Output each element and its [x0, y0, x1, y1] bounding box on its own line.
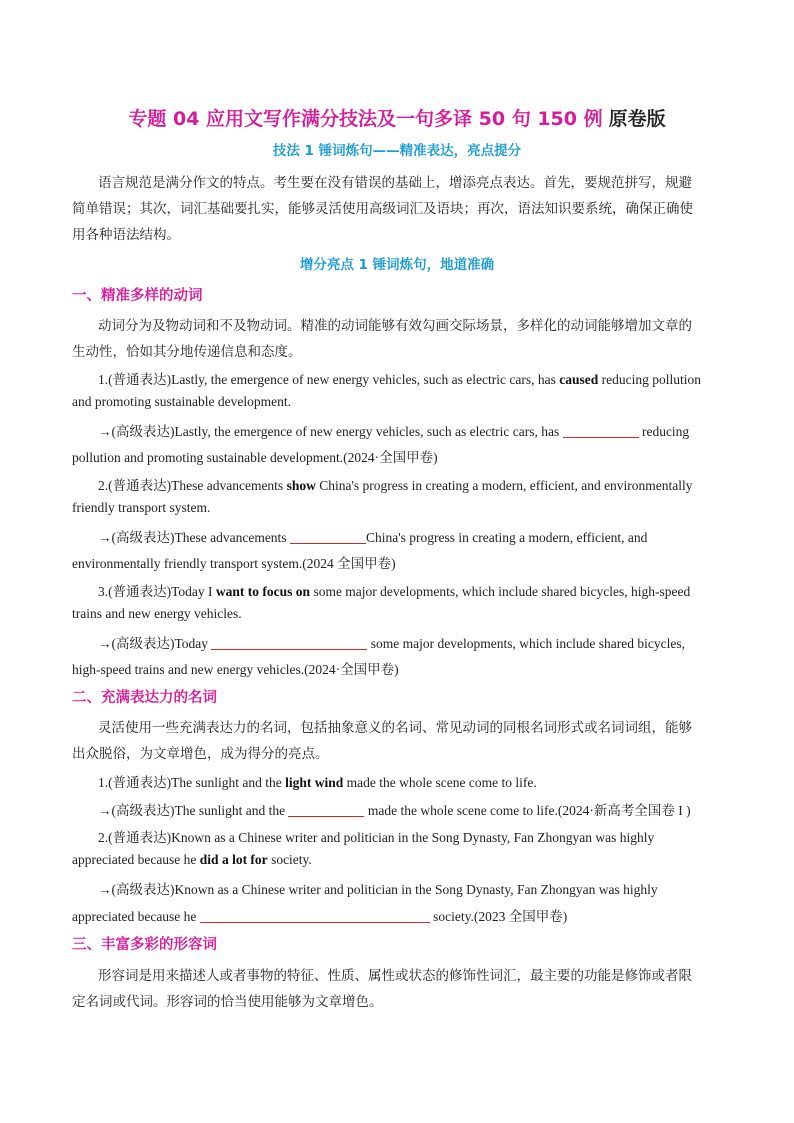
- section-heading-adjectives: 三、丰富多彩的形容词: [72, 937, 217, 953]
- example-advanced: high-speed trains and new energy vehicles.(2024·全国甲卷): [72, 662, 399, 677]
- answer-blank[interactable]: [290, 530, 366, 544]
- section-desc: 出众脱俗，为文章增色，成为得分的亮点。: [72, 746, 329, 762]
- section-desc: 定名词或代词。形容词的恰当使用能够为文章增色。: [72, 994, 383, 1010]
- section-heading-verbs: 一、精准多样的动词: [72, 288, 203, 304]
- example-plain: trains and new energy vehicles.: [72, 606, 242, 621]
- section-desc: 形容词是用来描述人或者事物的特征、性质、属性或状态的修饰性词汇，最主要的功能是修饰或者限: [98, 968, 692, 984]
- example-advanced: →(高级表达)The sunlight and the made the whole scene come to life.(2024·新高考全国卷 I ): [98, 803, 691, 818]
- answer-blank[interactable]: [211, 636, 367, 650]
- example-plain: and promoting sustainable development.: [72, 394, 291, 409]
- example-plain: 1.(普通表达)Lastly, the emergence of new energy vehicles, such as electric cars, has caused reducing pollution: [98, 372, 701, 387]
- title-tag: 原卷版: [608, 108, 666, 130]
- example-advanced: →(高级表达)These advancements China's progress in creating a modern, efficient, and: [98, 530, 648, 545]
- section-desc: 生动性，恰如其分地传递信息和态度。: [72, 344, 302, 360]
- title-main: 专题 04 应用文写作满分技法及一句多译 50 句 150 例: [128, 108, 603, 130]
- example-advanced: pollution and promoting sustainable development.(2024·全国甲卷): [72, 450, 438, 465]
- example-plain: 2.(普通表达)Known as a Chinese writer and politician in the Song Dynasty, Fan Zhongyan was highly: [98, 830, 655, 845]
- example-advanced: →(高级表达)Today some major developments, which include shared bicycles,: [98, 636, 685, 651]
- intro-line-3: 用各种语法结构。: [72, 227, 180, 243]
- example-advanced: appreciated because he society.(2023 全国甲卷): [72, 909, 568, 924]
- example-plain: 1.(普通表达)The sunlight and the light wind made the whole scene come to life.: [98, 775, 537, 790]
- intro-line-1: 语言规范是满分作文的特点。考生要在没有错误的基础上，增添亮点表达。首先，要规范拼写，规避: [98, 175, 692, 191]
- page-title: [0, 104, 794, 131]
- example-plain: 3.(普通表达)Today I want to focus on some major developments, which include shared bicycles, high-speed: [98, 584, 691, 599]
- section-desc: 灵活使用一些充满表达力的名词，包括抽象意义的名词、常见动词的同根名词形式或名词词组，能够: [98, 720, 692, 736]
- example-plain: appreciated because he did a lot for society.: [72, 852, 312, 867]
- intro-line-2: 简单错误；其次，词汇基础要扎实，能够灵活使用高级词汇及语块；再次，语法知识要系统，确保正确使: [72, 201, 693, 217]
- technique-heading: 技法 1 锤词炼句——精准表达，亮点提分: [272, 143, 522, 159]
- example-advanced: →(高级表达)Lastly, the emergence of new energy vehicles, such as electric cars, has reducing: [98, 424, 690, 439]
- example-advanced: environmentally friendly transport system.(2024 全国甲卷): [72, 556, 396, 571]
- answer-blank[interactable]: [288, 803, 364, 817]
- answer-blank[interactable]: [200, 909, 430, 923]
- section-desc: 动词分为及物动词和不及物动词。精准的动词能够有效勾画交际场景，多样化的动词能够增加文章的: [98, 318, 692, 334]
- highlight-heading: 增分亮点 1 锤词炼句，地道准确: [299, 257, 495, 273]
- example-plain: friendly transport system.: [72, 500, 211, 515]
- example-plain: 2.(普通表达)These advancements show China's progress in creating a modern, efficient, and environmentally: [98, 478, 693, 493]
- answer-blank[interactable]: [563, 424, 639, 438]
- example-advanced: →(高级表达)Known as a Chinese writer and politician in the Song Dynasty, Fan Zhongyan was highly: [98, 882, 658, 897]
- section-heading-nouns: 二、充满表达力的名词: [72, 690, 217, 706]
